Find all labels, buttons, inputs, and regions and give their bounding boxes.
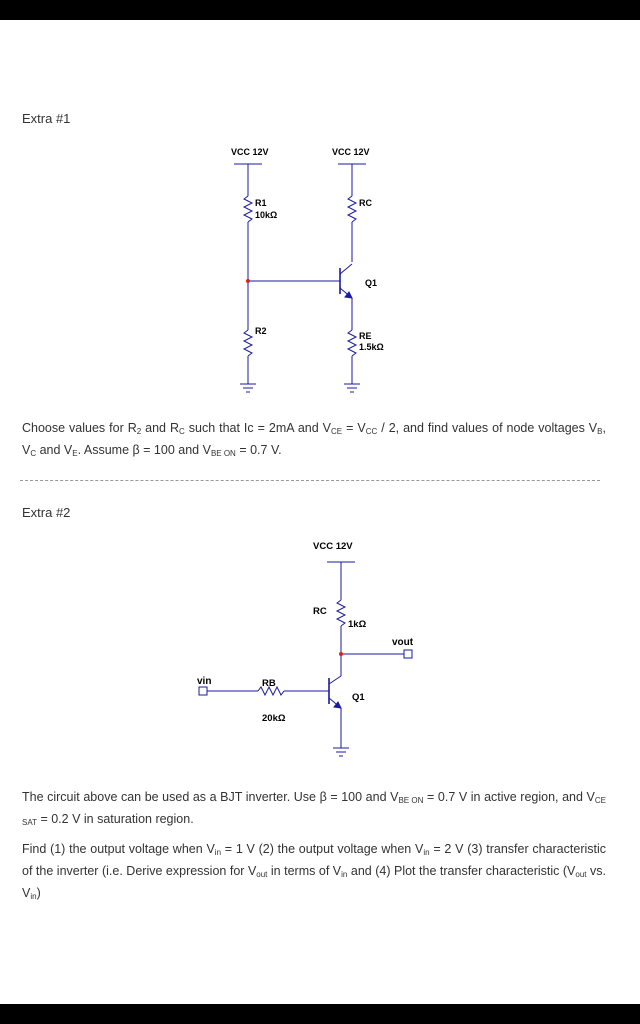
vout-label: vout — [392, 637, 414, 648]
r1-resistor — [244, 196, 252, 222]
vin-terminal — [199, 687, 207, 695]
vcc-label-left: VCC 12V — [231, 147, 269, 157]
re-name: RE — [359, 331, 372, 341]
vout-terminal — [404, 650, 412, 658]
rc-resistor — [337, 600, 345, 626]
r1-name: R1 — [255, 198, 267, 208]
vin-label: vin — [197, 676, 212, 687]
q1-name: Q1 — [365, 278, 378, 288]
extra2-title: Extra #2 — [22, 505, 71, 520]
rc-name: RC — [313, 606, 327, 617]
extra2-question: Find (1) the output voltage when $V_{in} = 1$ V (2) the output voltage when $V_{in} = 2$ V (3) transfer characteristic of the inverter (i.e. Derive expression for $V_{out}$ in terms of $V_{in}$ and (4) Plot the transfer characteristic ($V_{out}$ vs. $V_{in}$) — [22, 842, 607, 901]
extra2-intro: The circuit above can be used as a BJT inverter. Use β = 100 and $V_{BE ON} = 0.7$ V in active region, and $V_{CE SAT} = 0.2$ V in saturation region. — [22, 790, 606, 827]
re-resistor — [348, 330, 356, 356]
rc-value: 1kΩ — [348, 619, 367, 630]
re-value: 1.5kΩ — [359, 342, 384, 352]
r2-name: R2 — [255, 326, 267, 336]
section-divider — [20, 480, 600, 481]
top-black-bar — [0, 0, 640, 20]
node-dot — [339, 652, 343, 656]
vcc-label: VCC 12V — [313, 541, 353, 552]
r2-resistor — [244, 330, 252, 356]
extra1-circuit — [0, 140, 640, 410]
q1-name: Q1 — [352, 692, 365, 703]
rc-name: RC — [359, 198, 372, 208]
extra1-question: Choose values for $R_2$ and $R_C$ such that Ic = 2mA and $V_{CE} = V_{CC} / 2$, and find values of node voltages $V_B$, $V_C$ and $V_E$. Assume β = 100 and $V_{BE ON} = 0.7$ V. — [22, 421, 606, 458]
node-dot — [246, 279, 250, 283]
bottom-black-bar — [0, 1004, 640, 1024]
extra1-title: Extra #1 — [22, 111, 71, 126]
rc-resistor — [348, 196, 356, 222]
rb-value: 20kΩ — [262, 713, 286, 724]
extra2-circuit — [0, 530, 640, 780]
vcc-label-right: VCC 12V — [332, 147, 370, 157]
rb-name: RB — [262, 678, 276, 689]
r1-value: 10kΩ — [255, 210, 278, 220]
